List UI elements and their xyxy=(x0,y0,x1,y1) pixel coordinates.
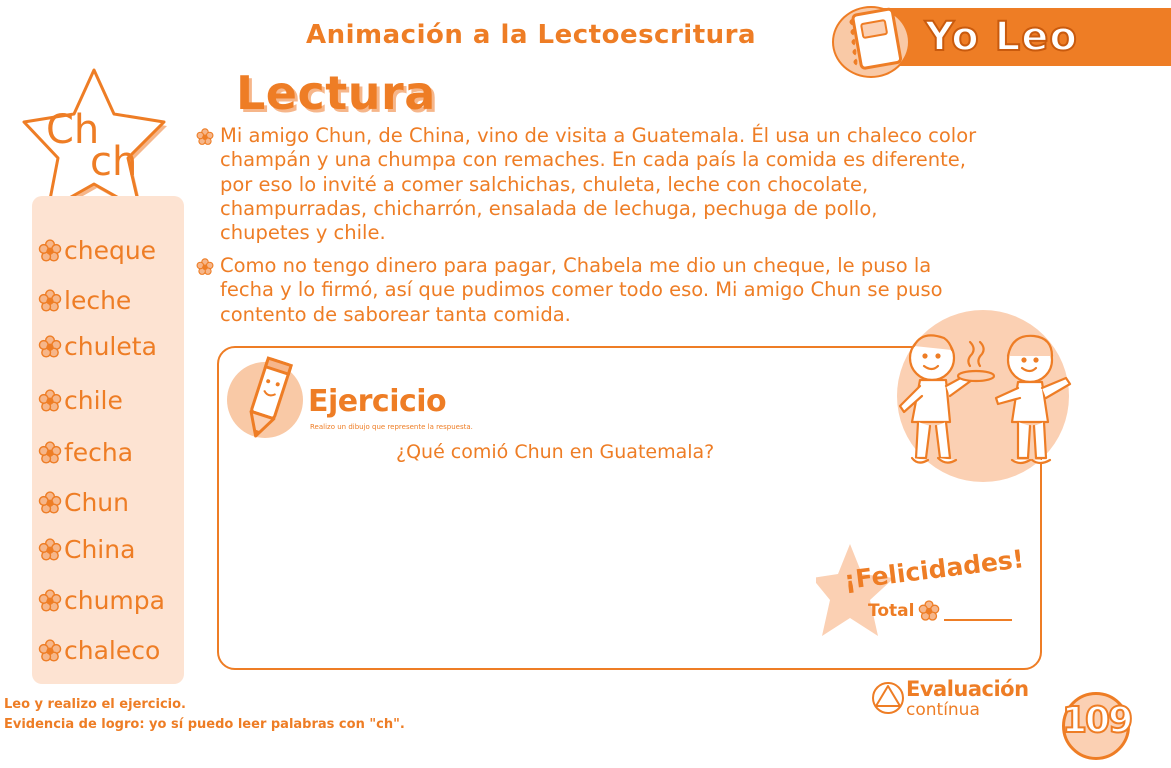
exercise-instruction: Realizo un dibujo que represente la respuesta. xyxy=(310,423,473,431)
word-label: Chun xyxy=(64,488,129,517)
paragraph-2-line: fecha y lo firmó, así que pudimos comer todo eso. Mi amigo Chun se puso xyxy=(220,278,943,302)
paragraph-2-line: contento de saborear tanta comida. xyxy=(220,302,571,326)
triangle-circle-icon xyxy=(871,681,905,715)
word-item xyxy=(38,236,156,265)
footer-evidence: Evidencia de logro: yo sí puedo leer palabras con "ch". xyxy=(4,717,405,732)
children-illustration xyxy=(880,326,1090,476)
brand-title: Yo Leo xyxy=(925,14,1078,60)
flower-bullet-icon xyxy=(38,239,62,263)
word-label: chumpa xyxy=(64,586,165,615)
flower-bullet-icon xyxy=(38,538,62,562)
page-number: 109 xyxy=(1062,700,1132,741)
word-item xyxy=(38,636,160,665)
flower-bullet-icon xyxy=(38,389,62,413)
word-label: fecha xyxy=(64,438,134,467)
word-label: chuleta xyxy=(64,332,157,361)
paragraph-1-line: champán y una chumpa con remaches. En cada país la comida es diferente, xyxy=(220,148,966,172)
word-label: China xyxy=(64,535,136,564)
flower-bullet-icon xyxy=(38,589,62,613)
flower-bullet-icon xyxy=(918,600,940,622)
section-title: Lectura xyxy=(236,66,436,120)
flower-bullet-icon xyxy=(38,289,62,313)
word-label: leche xyxy=(64,286,132,315)
evaluation-title: Evaluación xyxy=(906,677,1029,701)
exercise-title: Ejercicio xyxy=(308,384,447,419)
badge-upper: Ch xyxy=(46,107,100,153)
total-input-line[interactable] xyxy=(944,619,1012,621)
paragraph-1-line: por eso lo invité a comer salchichas, chuleta, leche con chocolate, xyxy=(220,172,869,196)
word-item xyxy=(38,488,129,517)
flower-bullet-icon xyxy=(38,335,62,359)
word-item xyxy=(38,535,135,564)
flower-bullet-icon xyxy=(38,491,62,515)
evaluation-subtitle: contínua xyxy=(906,700,980,720)
badge-lower: ch xyxy=(90,139,138,185)
paragraph-2-line: Como no tengo dinero para pagar, Chabela me dio un cheque, le puso la xyxy=(220,254,932,277)
word-label: chaleco xyxy=(64,636,161,665)
paragraph-1-line: champurradas, chicharrón, ensalada de lechuga, pechuga de pollo, xyxy=(220,196,878,220)
flower-bullet-icon xyxy=(38,639,62,663)
header-title: Animación a la Lectoescritura xyxy=(306,20,756,50)
word-item xyxy=(38,386,123,415)
paragraph-1-line: Mi amigo Chun, de China, vino de visita a Guatemala. Él usa un chaleco color xyxy=(220,124,977,147)
flower-bullet-icon xyxy=(38,441,62,465)
footer-instruction: Leo y realizo el ejercicio. xyxy=(4,697,186,712)
word-label: cheque xyxy=(64,236,157,265)
word-item xyxy=(38,286,131,315)
paragraph-2 xyxy=(196,254,1056,327)
word-item xyxy=(38,332,157,361)
word-item xyxy=(38,586,165,615)
paragraph-1-line: chupetes y chile. xyxy=(220,221,386,245)
word-item xyxy=(38,438,133,467)
pencil-mascot-icon xyxy=(240,352,296,444)
felicidades-title: ¡Felicidades! xyxy=(842,544,1026,595)
paragraph-1 xyxy=(196,124,1056,245)
notebook-icon xyxy=(845,4,905,76)
total-label: Total xyxy=(868,601,915,621)
word-label: chile xyxy=(64,386,123,415)
flower-bullet-icon xyxy=(196,258,214,276)
flower-bullet-icon xyxy=(196,128,214,146)
exercise-question: ¿Qué comió Chun en Guatemala? xyxy=(396,441,715,463)
